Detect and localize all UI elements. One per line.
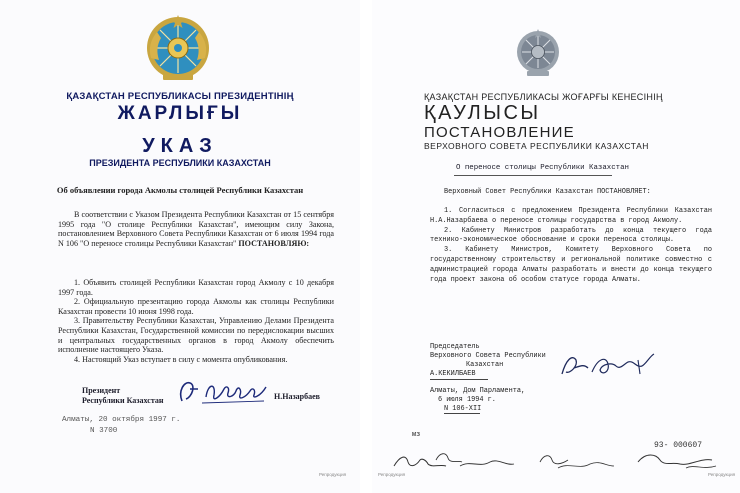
title-underline (454, 175, 612, 176)
preamble-text: В соответствии с Указом Президента Республики Казахстан от 15 сентября 1995 года "О столице Республики Казахстан", имеющим силу Закона, постановлением Верховного Совета Республики Казахстан от 6 июля 1994 года N 106 "О переносе столицы Республики Казахстан" (58, 210, 334, 248)
decree-item-4: 4. Настоящий Указ вступает в силу с момента опубликования. (74, 354, 288, 364)
date-line: 6 июля 1994 г. (438, 396, 496, 404)
decree-title: Об объявлении города Акмолы столицей Республики Казахстан (56, 185, 304, 195)
kazakhstan-emblem-color-icon (145, 14, 211, 84)
signature-name: А.КЕКИЛБАЕВ (430, 370, 476, 378)
place-line: Алматы, Дом Парламента, (430, 387, 526, 395)
signature-title-line2: Республики Казахстан (82, 396, 164, 405)
header-ukaz: УКАЗ (142, 135, 218, 157)
header-supreme-council-of-republic: ВЕРХОВНОГО СОВЕТА РЕСПУБЛИКИ КАЗАХСТАН (424, 141, 649, 151)
decree-preamble (58, 210, 334, 248)
signature-chairman: Председатель (430, 343, 480, 351)
approval-signatures-strip (390, 448, 730, 474)
decree-postanovlyayu: ПОСТАНОВЛЯЮ: (238, 238, 310, 248)
header-kazakh-supreme-council: ҚАЗАҚСТАН РЕСПУБЛИКАСЫ ЖОҒАРҒЫ КЕНЕСІНІҢ (424, 92, 663, 102)
resolution-item-3: 3. Кабинету Министров, Комитету Верховного Совета по государственному строительству и региональной политике совместно с администрацией города Алматы разработать и внести до конца текущего года проект закона об особом статусе города Алматы. (430, 246, 712, 284)
signature-name-underline (430, 379, 488, 380)
reproduction-label: Репродукция (319, 472, 347, 477)
header-qaulysy: ҚАУЛЫСЫ (424, 102, 541, 124)
page-gutter (360, 0, 372, 493)
resolution-item-2: 2. Кабинету Министров разработать до конца текущего года технико-экономическое обоснование и сроки переноса столицы. (430, 226, 712, 245)
serial-number: 93- 000607 (654, 441, 703, 450)
resolution-title: О переносе столицы Республики Казахстан (456, 164, 629, 172)
presidential-decree-page (0, 0, 360, 493)
number-underline (444, 413, 480, 414)
resolution-items (430, 207, 712, 285)
reproduction-label-left: Репродукция (378, 472, 406, 477)
signature-council: Верховного Совета Республики (430, 352, 546, 360)
place-and-date: Алматы, 20 октября 1997 г. (62, 416, 181, 424)
decree-item-3: 3. Правительству Республики Казахстан, Управлению Делами Президента Республики Казахстан, Государственной комиссии по передислокации высших и центральных государственных органов в город Акмолу обеспечить исполнение настоящего Указа. (58, 316, 334, 355)
resolution-preamble (430, 188, 712, 198)
president-handwritten-signature (176, 375, 272, 407)
header-zharlygy: ЖАРЛЫҒЫ (117, 103, 243, 124)
reproduction-label-right: Репродукция (708, 472, 736, 477)
decree-items (58, 278, 334, 364)
chairman-handwritten-signature (558, 350, 658, 380)
signature-name: Н.Назарбаев (274, 392, 320, 401)
signature-title-line1: Президент (82, 386, 121, 395)
supreme-council-resolution-page (372, 0, 740, 493)
resolution-item-1: 1. Согласиться с предложением Президента Республики Казахстан Н.А.Назарбаева о переносе столицы государства в город Акмолу. (430, 207, 712, 225)
header-president-of-republic: ПРЕЗИДЕНТА РЕСПУБЛИКИ КАЗАХСТАН (89, 158, 271, 168)
decree-number: N 3700 (90, 427, 118, 435)
signature-kazakhstan: Казахстан (466, 361, 504, 369)
header-kazakh-president: ҚАЗАҚСТАН РЕСПУБЛИКАСЫ ПРЕЗИДЕНТІНІҢ (66, 91, 294, 102)
decree-item-1: 1. Объявить столицей Республики Казахстан город Акмолу с 10 декабря 1997 года. (58, 278, 334, 297)
resolution-preamble-text: Верховный Совет Республики Казахстан ПОСТАНОВЛЯЕТ: (444, 188, 651, 196)
header-postanovlenie: ПОСТАНОВЛЕНИЕ (424, 124, 575, 141)
decree-item-2: 2. Официальную презентацию города Акмолы как столицы Республики Казахстан провести 10 июня 1998 года. (58, 297, 334, 316)
kazakhstan-emblem-grey-icon (515, 28, 561, 78)
resolution-number: N 106-XII (444, 405, 482, 413)
document-mark: мз (412, 431, 421, 439)
